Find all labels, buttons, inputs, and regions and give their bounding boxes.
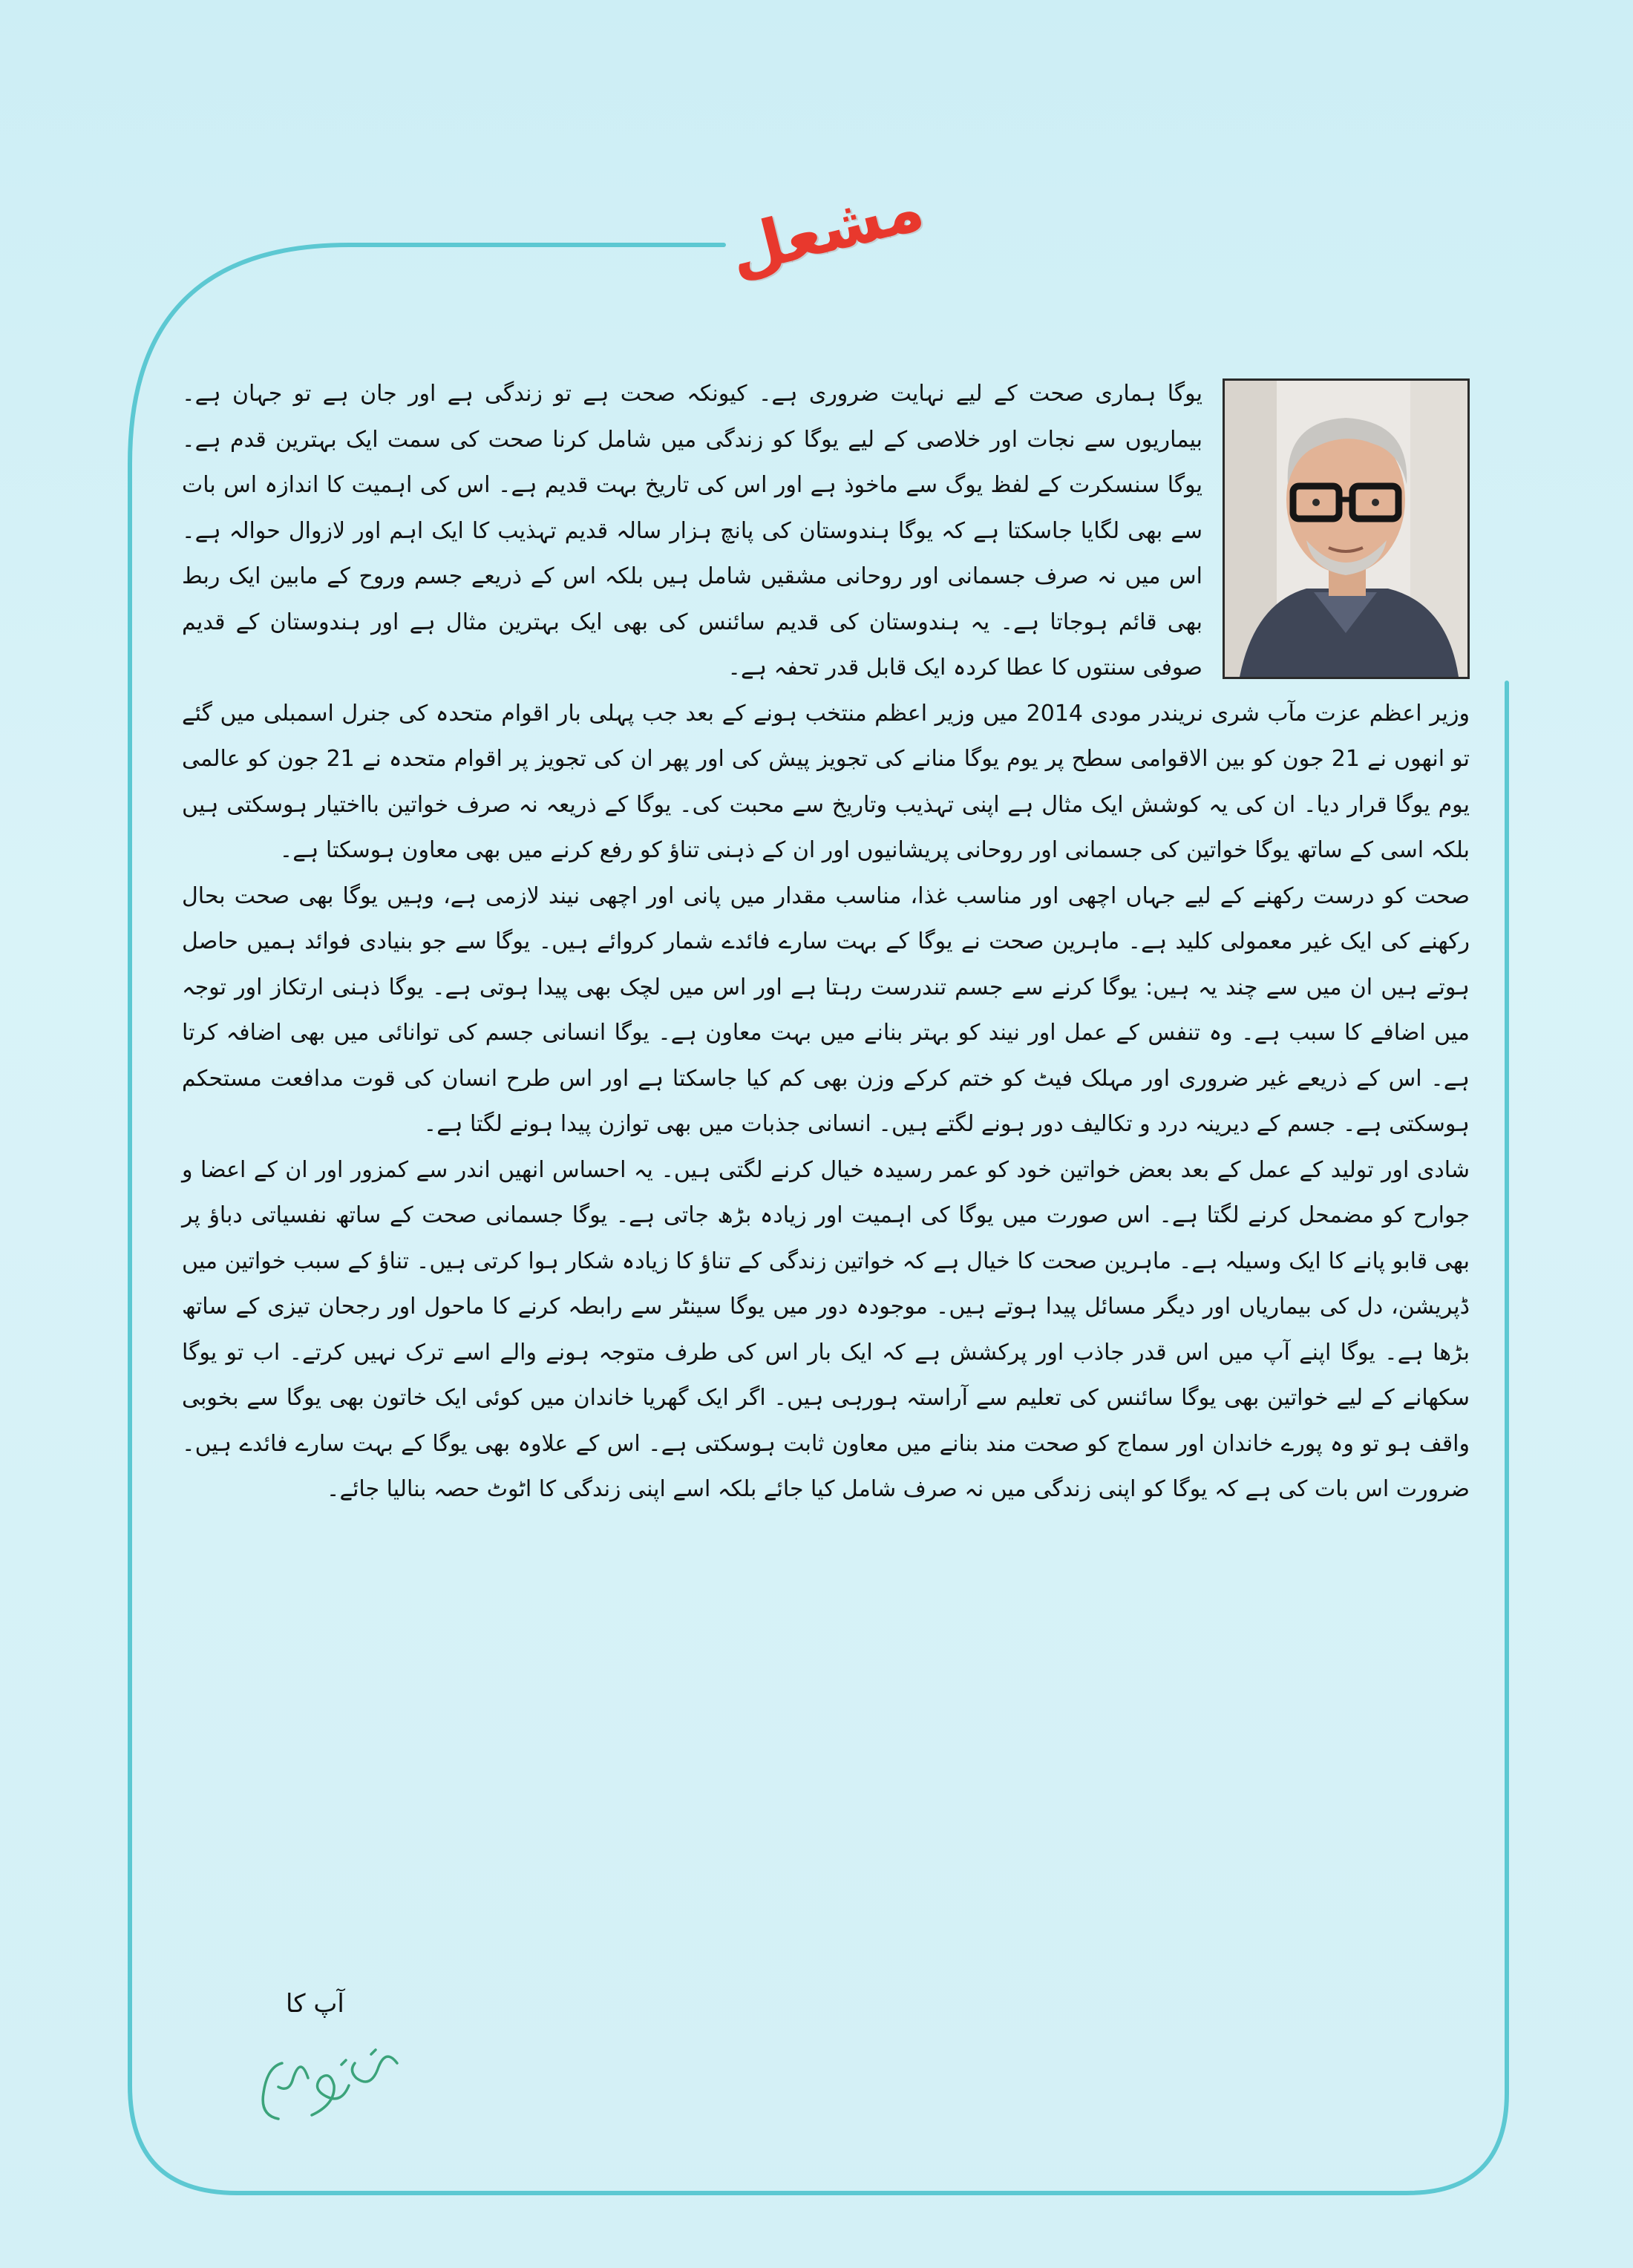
photo-spacer: [1202, 371, 1470, 683]
article-paragraph-4: شادی اور تولید کے عمل کے بعد بعض خواتین خود کو عمر رسیدہ خیال کرنے لگتی ہیں۔ یہ احساس انھیں اندر سے کمزور اور ان کے اعضا و جوارح کو مضمحل کرنے لگتا ہے۔ اس صورت میں یوگا کی اہمیت اور زیادہ بڑھ جاتی ہے۔ یوگا جسمانی صحت کے ساتھ نفسیاتی دباؤ پر بھی قابو پانے کا ایک وسیلہ ہے۔ ماہرین صحت کا خیال ہے کہ خواتین زندگی کے تناؤ کا زیادہ شکار ہوا کرتی ہیں۔ تناؤ کے سبب خواتین میں ڈپریشن، دل کی بیماریاں اور دیگر مسائل پیدا ہوتے ہیں۔ موجودہ دور میں یوگا سینٹر سے رابطہ کرنے کا ماحول اور رجحان تیزی کے ساتھ بڑھا ہے۔ یوگا اپنے آپ میں اس قدر جاذب اور پرکشش ہے کہ ایک بار اس کی طرف متوجہ ہونے والے اسے ترک نہیں کرتے۔ اب تو یوگا سکھانے کے لیے خواتین بھی یوگا سائنس کی تعلیم سے آراستہ ہورہی ہیں۔ اگر ایک گھریا خاندان میں کوئی ایک خاتون بھی یوگا سے بخوبی واقف ہو تو وہ پورے خاندان اور سماج کو صحت مند بنانے میں معاون ثابت ہوسکتی ہے۔ اس کے علاوہ بھی یوگا کے بہت سارے فائدے ہیں۔ ضرورت اس بات کی ہے کہ یوگا کو اپنی زندگی میں نہ صرف شامل کیا جائے بلکہ اسے اپنی زندگی کا اٹوٹ حصہ بنالیا جائے۔: [182, 1156, 1470, 1502]
closing-salutation: آپ کا: [286, 1989, 344, 2019]
handwritten-signature: [238, 2033, 416, 2130]
page-title-badge: [721, 170, 932, 297]
page-title: مشعل: [721, 170, 932, 290]
editorial-article: [182, 371, 1470, 1512]
article-paragraph-1: یوگا ہماری صحت کے لیے نہایت ضروری ہے۔ کیونکہ صحت ہے تو زندگی ہے اور جان ہے تو جہان ہے۔ بیماریوں سے نجات اور خلاصی کے لیے یوگا کو زندگی میں شامل کرنا صحت کی سمت ایک بہترین قدم ہے۔ یوگا سنسکرت کے لفظ یوگ سے ماخوذ ہے اور اس کی تاریخ بہت قدیم ہے۔ اس کی اہمیت کا اندازہ اس بات سے بھی لگایا جاسکتا ہے کہ یوگا ہندوستان کی پانچ ہزار سالہ قدیم تہذیب کا ایک اہم اور لازوال حوالہ ہے۔ اس میں نہ صرف جسمانی اور روحانی مشقیں شامل ہیں بلکہ اس کے ذریعے جسم وروح کے مابین ایک ربط بھی قائم ہوجاتا ہے۔ یہ ہندوستان کی قدیم سائنس کی بھی ایک بہترین مثال ہے اور ہندوستان کے قدیم صوفی سنتوں کا عطا کردہ ایک قابل قدر تحفہ ہے۔: [182, 381, 1202, 681]
article-paragraph-3: صحت کو درست رکھنے کے لیے جہاں اچھی اور مناسب غذا، مناسب مقدار میں پانی اور اچھی نیند لازمی ہے، وہیں یوگا بھی صحت بحال رکھنے کی ایک غیر معمولی کلید ہے۔ ماہرین صحت نے یوگا کے بہت سارے فائدے شمار کروائے ہیں۔ یوگا سے جو بنیادی فوائد ہمیں حاصل ہوتے ہیں ان میں سے چند یہ ہیں: یوگا کرنے سے جسم تندرست رہتا ہے اور اس میں لچک بھی پیدا ہوتی ہے۔ یوگا ذہنی ارتکاز اور توجہ میں اضافے کا سبب ہے۔ وہ تنفس کے عمل اور نیند کو بہتر بنانے میں بہت معاون ہے۔ یوگا انسانی جسم کی توانائی میں بھی اضافہ کرتا ہے۔ اس کے ذریعے غیر ضروری اور مہلک فیٹ کو ختم کرکے وزن بھی کم کیا جاسکتا ہے اور اس طرح انسان کی قوت مدافعت مستحکم ہوسکتی ہے۔ جسم کے دیرینہ درد و تکالیف دور ہونے لگتے ہیں۔ انسانی جذبات میں بھی توازن پیدا ہونے لگتا ہے۔: [182, 882, 1470, 1137]
article-paragraph-2: وزیر اعظم عزت مآب شری نریندر مودی 2014 میں وزیر اعظم منتخب ہونے کے بعد جب پہلی بار اقوام متحدہ کی جنرل اسمبلی میں گئے تو انھوں نے 21 جون کو بین الاقوامی سطح پر یوم یوگا منانے کی تجویز پیش کی اور پھر ان کی تجویز پر اقوام متحدہ نے 21 جون کو عالمی یوم یوگا قرار دیا۔ ان کی یہ کوشش ایک مثال ہے اپنی تہذیب وتاریخ سے محبت کی۔ یوگا کے ذریعہ نہ صرف خواتین بااختیار ہوسکتی ہیں بلکہ اسی کے ساتھ یوگا خواتین کی جسمانی اور روحانی پریشانیوں اور ان کے ذہنی تناؤ کو رفع کرنے میں بھی معاون ہوسکتا ہے۔: [182, 700, 1470, 863]
